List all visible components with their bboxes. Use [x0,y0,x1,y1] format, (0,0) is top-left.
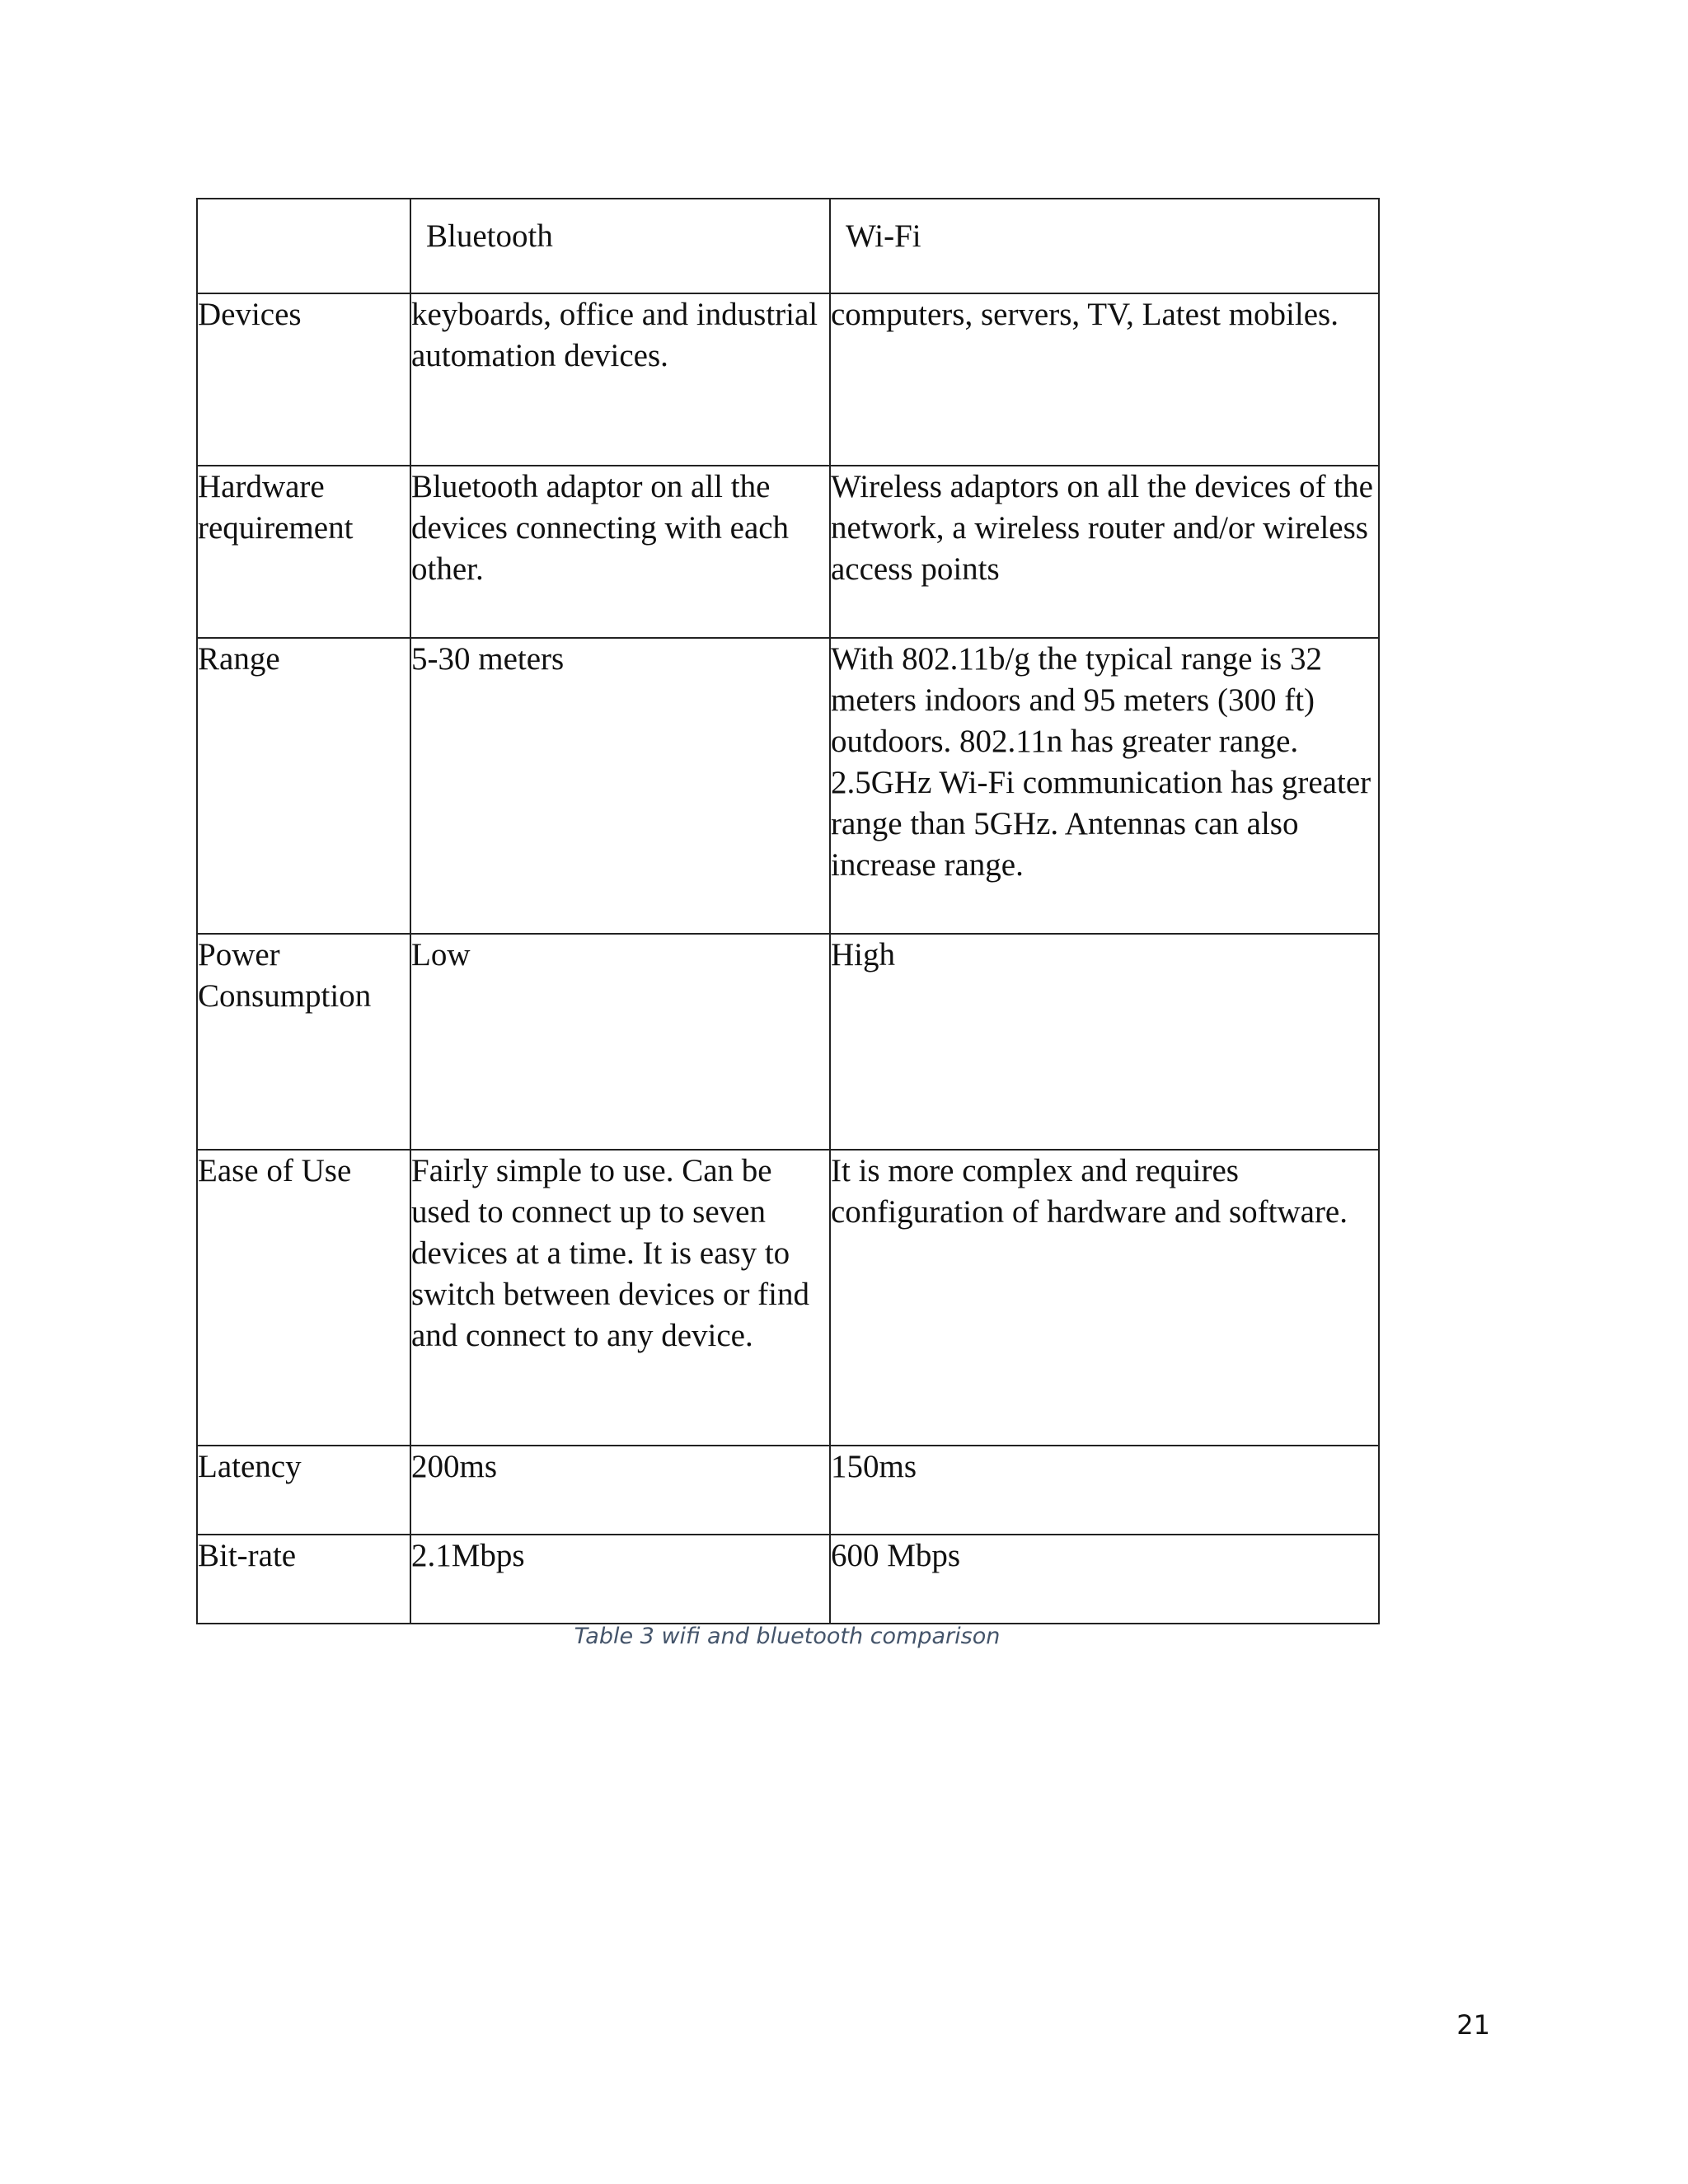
page-number: 21 [1456,2009,1490,2041]
header-bluetooth-cell: Bluetooth [410,199,830,293]
wifi-cell: With 802.11b/g the typical range is 32 meters indoors and 95 meters (300 ft) outdoors. 802.11n has greater range. 2.5GHz Wi-Fi communication has greater range than 5GHz. Antennas can also increase range. [830,638,1379,934]
wifi-cell: computers, servers, TV, Latest mobiles. [830,293,1379,466]
bluetooth-cell: Fairly simple to use. Can be used to connect up to seven devices at a time. It is easy to switch between devices or find and connect to any device. [410,1150,830,1446]
feature-cell: Devices [197,293,410,466]
wifi-cell: High [830,934,1379,1150]
bluetooth-cell: Bluetooth adaptor on all the devices connecting with each other. [410,466,830,638]
bluetooth-cell: 2.1Mbps [410,1535,830,1624]
bluetooth-cell: Low [410,934,830,1150]
table-caption: Table 3 wifi and bluetooth comparison [574,1624,1001,1649]
table-header-row [197,199,1379,293]
wifi-cell: It is more complex and requires configuration of hardware and software. [830,1150,1379,1446]
wifi-cell: 150ms [830,1446,1379,1535]
table-row [197,1150,1379,1446]
wifi-cell: 600 Mbps [830,1535,1379,1624]
feature-cell: Latency [197,1446,410,1535]
table-row [197,466,1379,638]
table-row [197,293,1379,466]
table-row [197,1535,1379,1624]
feature-cell: Hardware requirement [197,466,410,638]
feature-cell: Ease of Use [197,1150,410,1446]
header-wifi-cell: Wi-Fi [830,199,1379,293]
comparison-table [196,198,1380,1624]
feature-cell: Bit-rate [197,1535,410,1624]
table-row [197,1446,1379,1535]
bluetooth-cell: keyboards, office and industrial automation devices. [410,293,830,466]
feature-cell: Power Consumption [197,934,410,1150]
table-row [197,934,1379,1150]
table-row [197,638,1379,934]
bluetooth-cell: 5-30 meters [410,638,830,934]
bluetooth-cell: 200ms [410,1446,830,1535]
feature-cell: Range [197,638,410,934]
wifi-cell: Wireless adaptors on all the devices of the network, a wireless router and/or wireless access points [830,466,1379,638]
header-feature-cell [197,199,410,293]
